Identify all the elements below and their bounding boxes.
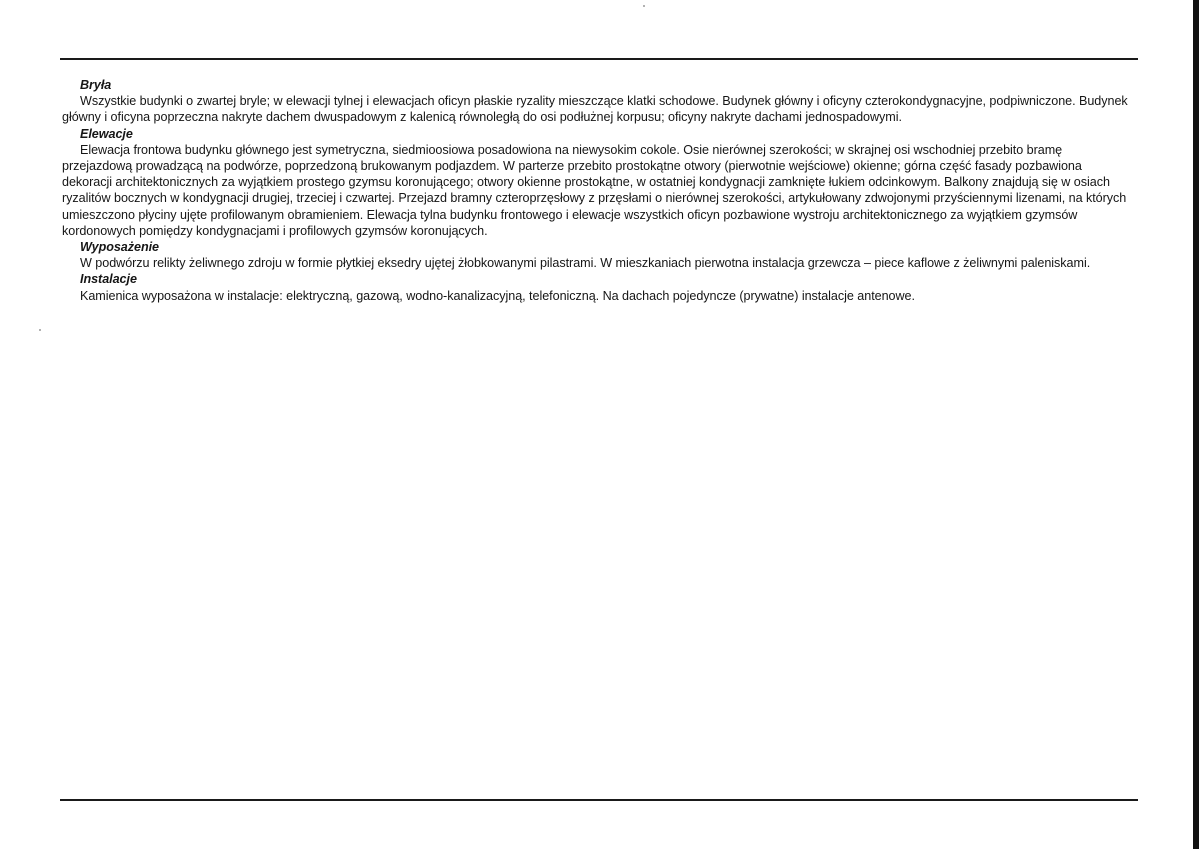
section-heading: Elewacje (80, 126, 133, 141)
scan-speck (643, 5, 645, 7)
scan-speck (39, 329, 41, 331)
bottom-rule (60, 799, 1138, 801)
section-body: Kamienica wyposażona w instalacje: elektryczną, gazową, wodno-kanalizacyjną, telefoniczną. Na dachach pojedyncze (prywatne) instalacje antenowe. (80, 288, 915, 303)
section-bryla (62, 77, 1132, 126)
section-heading: Bryła (80, 78, 112, 92)
document-content (62, 77, 1132, 304)
section-body: W podwórzu relikty żeliwnego zdroju w formie płytkiej eksedry ujętej żłobkowanymi pilastrami. W mieszkaniach pierwotna instalacja grzewcza – piece kaflowe z żeliwnymi paleniskami. (80, 256, 1091, 271)
top-rule (60, 58, 1138, 60)
section-heading: Instalacje (80, 272, 137, 287)
section-heading: Wyposażenie (80, 240, 160, 255)
section-instalacje (62, 271, 1132, 303)
section-elewacje (62, 126, 1132, 239)
section-wyposazenie (62, 239, 1132, 271)
section-body: Elewacja frontowa budynku głównego jest symetryczna, siedmioosiowa posadowiona na niewysokim cokole. Osie nierównej szerokości; w skrajnej osi wschodniej przebito bramę przejazdową prowadzącą na podwórze, poprzedzoną brukowanym podjazdem. W parterze przebito prostokątne otwory (pierwotnie wejściowe) okienne; górna część fasady pozbawiona dekoracji architektonicznych za wyjątkiem prostego gzymsu koronującego; otwory okienne prostokątne, w ostatniej kondygnacji zamknięte łukiem odcinkowym. Balkony znajdują się w osiach ryzalitów bocznych w kondygnacji drugiej, trzeciej i czwartej. Przejazd bramny czteroprzęsłowy z przęsłami o nierównej szerokości, artykułowany zdwojonymi przyściennymi lizenami, na których umieszczono płyciny ujęte profilowanym obramieniem. Elewacja tylna budynku frontowego i elewacje wszystkich oficyn pozbawione wystroju architektonicznego za wyjątkiem gzymsów kordonowych pomiędzy kondygnacjami i profilowych gzymsów koronujących. (62, 142, 1127, 238)
section-body: Wszystkie budynki o zwartej bryle; w elewacji tylnej i elewacjach oficyn płaskie ryzality mieszczące klatki schodowe. Budynek główny i oficyny czterokondygnacyjne, podpiwniczone. Budynek główny i oficyna poprzeczna nakryte dachem dwuspadowym z kalenicą równoległą do osi podłużnej korpusu; oficyny nakryte dachami jednospadowymi. (62, 94, 1128, 125)
